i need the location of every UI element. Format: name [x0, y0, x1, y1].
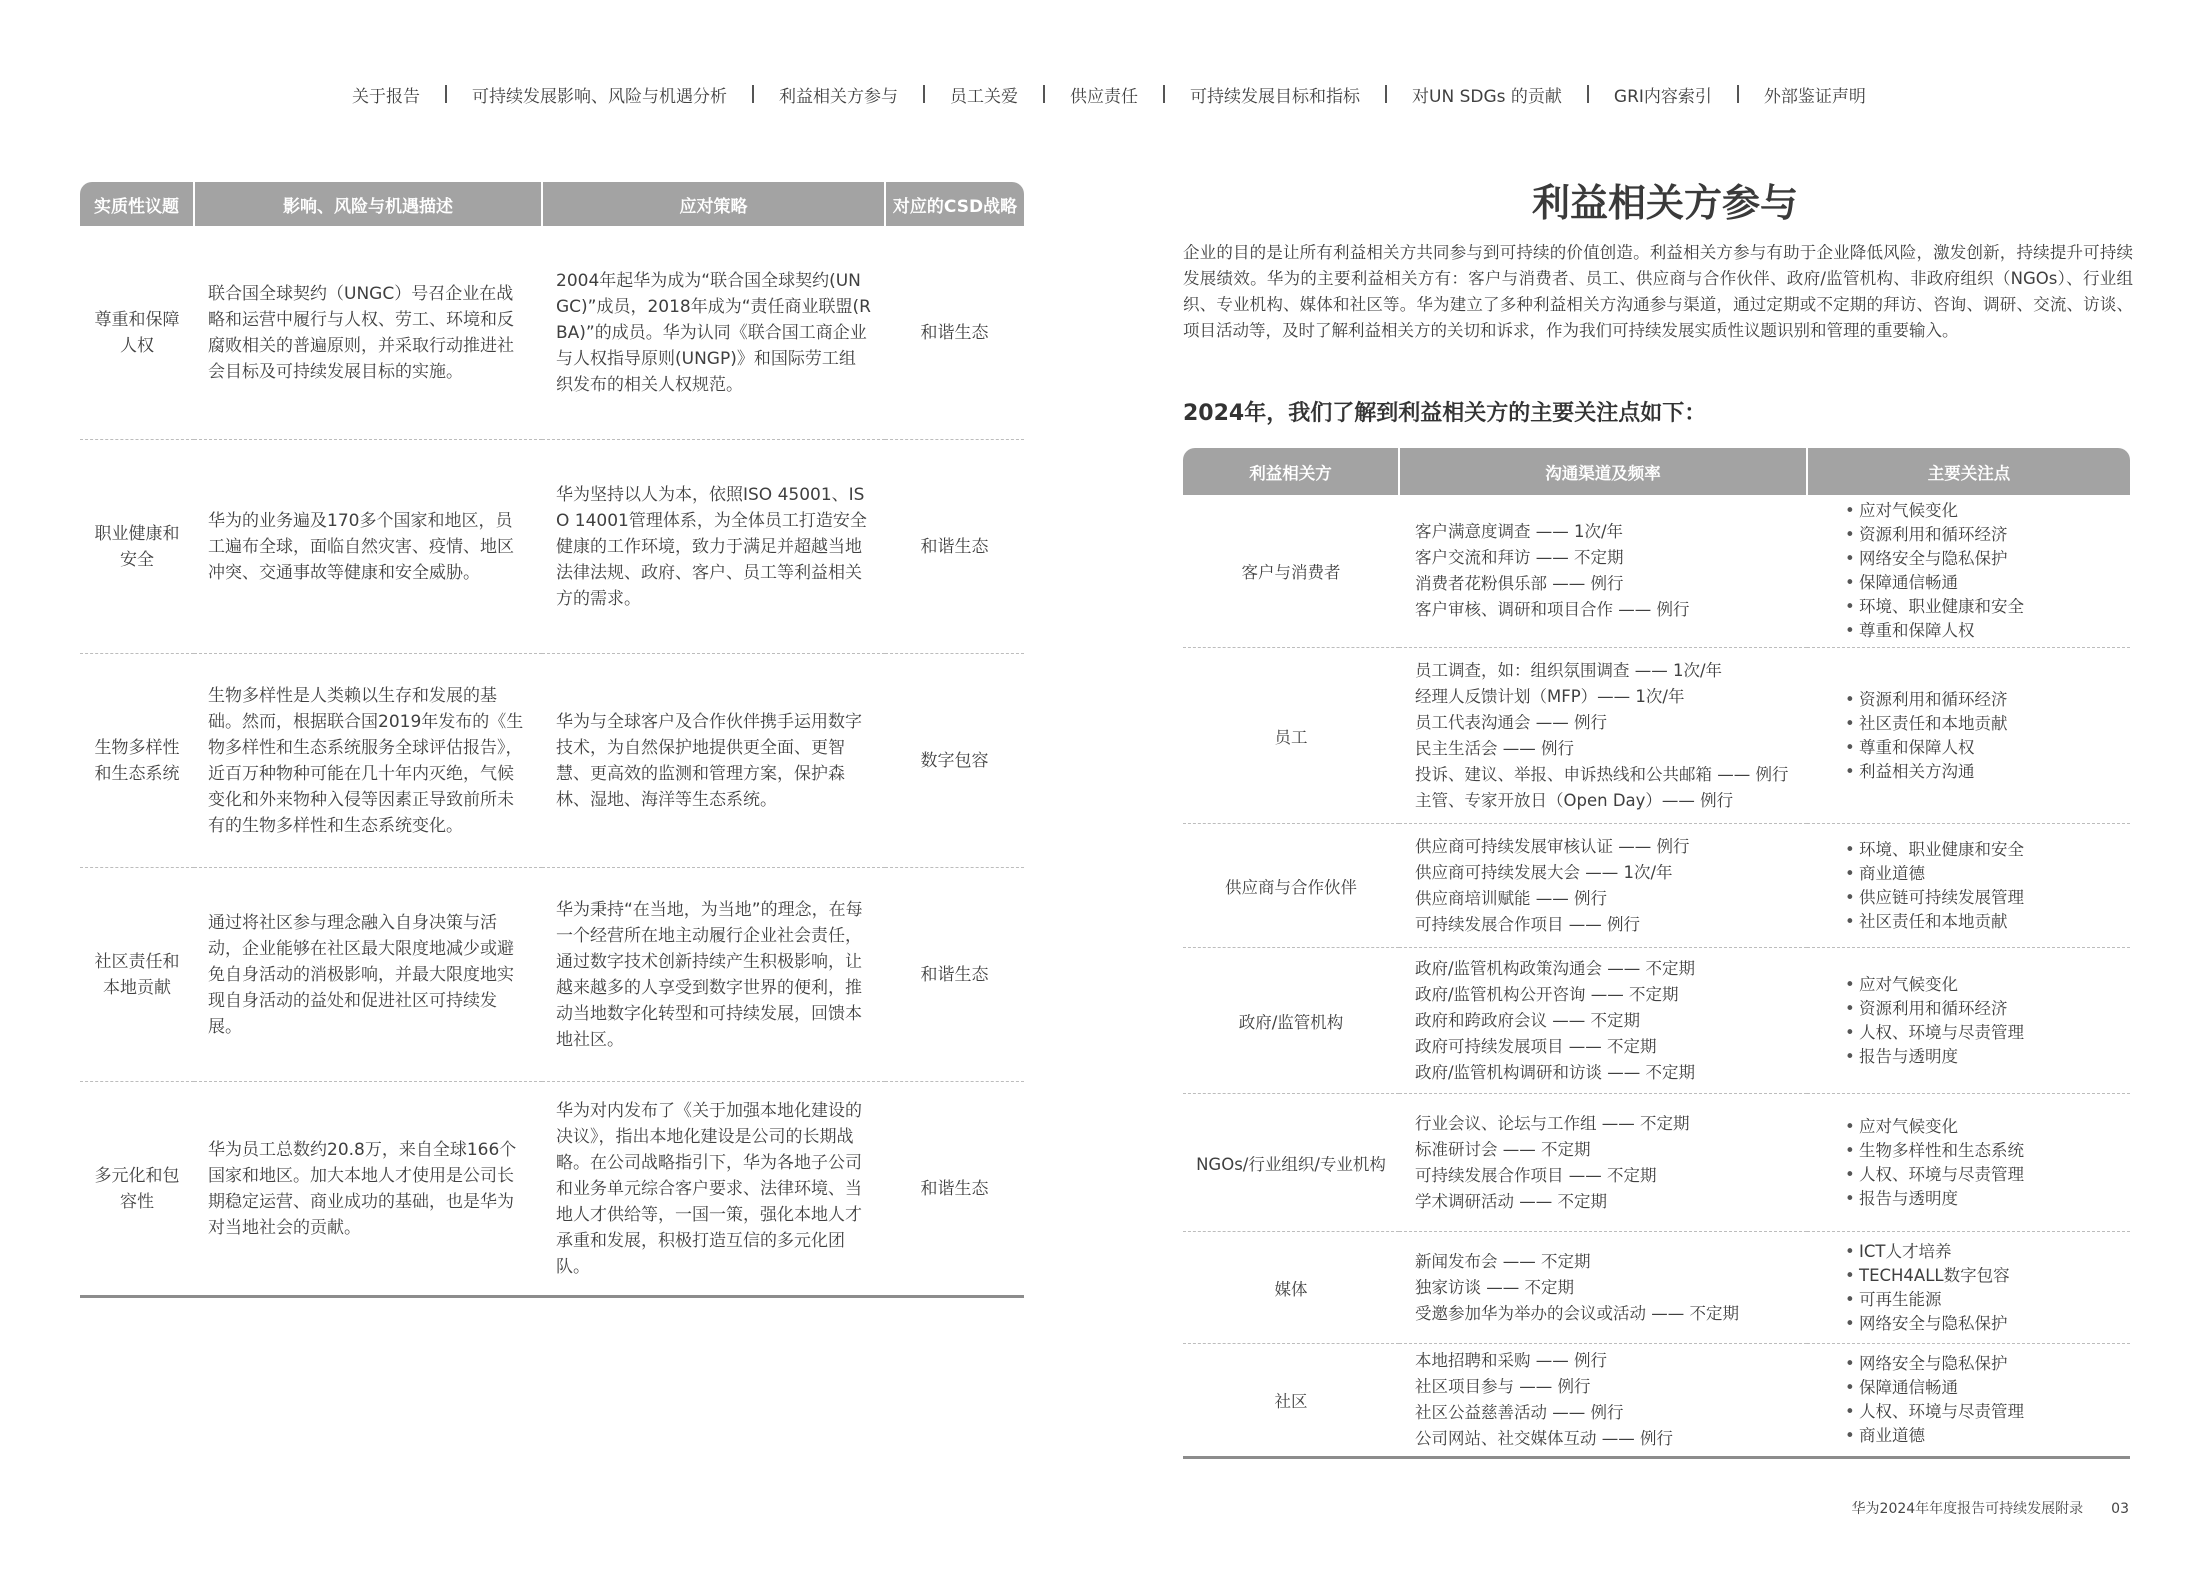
channel-item: 政府/监管机构政策沟通会 —— 不定期	[1415, 958, 1696, 978]
nav-divider	[752, 85, 754, 103]
csd-cell: 和谐生态	[885, 226, 1024, 440]
concerns-cell	[1807, 948, 2130, 1094]
concern-item: • 社区责任和本地贡献	[1859, 712, 2120, 736]
channel-item: 行业会议、论坛与工作组 —— 不定期	[1415, 1113, 1690, 1133]
nav-divider	[1737, 85, 1739, 103]
impact-cell: 华为的业务遍及170多个国家和地区，员工遍布全球，面临自然灾害、疫情、地区冲突、交通事故等健康和安全威胁。	[194, 440, 542, 654]
channels-cell	[1399, 948, 1807, 1094]
concern-item: • 社区责任和本地贡献	[1859, 910, 2120, 934]
impact-cell: 生物多样性是人类赖以生存和发展的基础。然而，根据联合国2019年发布的《生物多样性和生态系统服务全球评估报告》，近百万种物种可能在几十年内灭绝，气候变化和外来物种入侵等因素正导致前所未有的生物多样性和生态系统变化。	[194, 654, 542, 868]
channel-item: 受邀参加华为举办的会议或活动 —— 不定期	[1415, 1303, 1739, 1323]
footer-report-title: 华为2024年年度报告可持续发展附录	[1851, 1501, 2084, 1517]
channel-item: 经理人反馈计划（MFP）—— 1次/年	[1415, 686, 1685, 706]
channel-item: 公司网站、社交媒体互动 —— 例行	[1415, 1429, 1673, 1448]
nav-external-assurance[interactable]: 外部鉴证声明	[1763, 86, 1866, 107]
concern-item: • 资源利用和循环经济	[1859, 997, 2120, 1021]
channels-cell	[1399, 1094, 1807, 1232]
concerns-cell	[1807, 824, 2130, 948]
header-concerns: 主要关注点	[1807, 448, 2130, 495]
stakeholder-cell: 媒体	[1183, 1232, 1399, 1344]
channel-item: 社区公益慈善活动 —— 例行	[1415, 1403, 1624, 1422]
channel-item: 政府和跨政府会议 —— 不定期	[1415, 1010, 1640, 1030]
concerns-list	[1859, 1240, 2120, 1336]
concern-item: • 应对气候变化	[1859, 499, 2120, 523]
table-row	[1183, 948, 2130, 1094]
concern-item: • 资源利用和循环经济	[1859, 688, 2120, 712]
top-nav	[352, 80, 1866, 108]
channel-item: 学术调研活动 —— 不定期	[1415, 1191, 1607, 1211]
table-row	[80, 1082, 1024, 1297]
table-row	[80, 868, 1024, 1082]
channel-item: 本地招聘和采购 —— 例行	[1415, 1351, 1607, 1370]
strategy-cell: 2004年起华为成为“联合国全球契约(UNGC)”成员，2018年成为“责任商业联盟(RBA)”的成员。华为认同《联合国工商企业与人权指导原则(UNGP)》和国际劳工组织发布的相关人权规范。	[542, 226, 885, 440]
concerns-list	[1859, 973, 2120, 1069]
nav-divider	[445, 85, 447, 103]
channels-cell	[1399, 495, 1807, 648]
concerns-cell	[1807, 495, 2130, 648]
nav-divider	[923, 85, 925, 103]
table-row	[1183, 1344, 2130, 1458]
channel-item: 员工代表沟通会 —— 例行	[1415, 712, 1607, 732]
concern-item: • 生物多样性和生态系统	[1859, 1139, 2120, 1163]
channel-item: 民主生活会 —— 例行	[1415, 738, 1574, 758]
channel-item: 政府/监管机构调研和访谈 —— 不定期	[1415, 1062, 1696, 1082]
stakeholder-cell: 客户与消费者	[1183, 495, 1399, 648]
table-row	[80, 440, 1024, 654]
concern-item: • ICT人才培养	[1859, 1240, 2120, 1264]
channel-item: 客户交流和拜访 —— 不定期	[1415, 548, 1624, 567]
concern-item: • TECH4ALL数字包容	[1859, 1264, 2120, 1288]
csd-cell: 数字包容	[885, 654, 1024, 868]
stakeholder-cell: 供应商与合作伙伴	[1183, 824, 1399, 948]
table-row	[1183, 495, 2130, 648]
concern-item: • 环境、职业健康和安全	[1859, 595, 2120, 619]
concern-item: • 供应链可持续发展管理	[1859, 886, 2120, 910]
topic-cell: 社区责任和本地贡献	[80, 868, 194, 1082]
concern-item: • 报告与透明度	[1859, 1187, 2120, 1211]
concern-item: • 可再生能源	[1859, 1288, 2120, 1312]
page-footer	[1852, 1498, 2129, 1518]
concerns-list	[1859, 1352, 2120, 1448]
concern-item: • 保障通信畅通	[1859, 1376, 2120, 1400]
nav-impact-risk-analysis[interactable]: 可持续发展影响、风险与机遇分析	[472, 86, 727, 107]
concern-item: • 网络安全与隐私保护	[1859, 547, 2120, 571]
concern-item: • 人权、环境与尽责管理	[1859, 1400, 2120, 1424]
header-stakeholder: 利益相关方	[1183, 448, 1399, 495]
concern-item: • 人权、环境与尽责管理	[1859, 1163, 2120, 1187]
nav-divider	[1587, 85, 1589, 103]
channel-item: 供应商可持续发展大会 —— 1次/年	[1415, 862, 1673, 882]
table-row	[1183, 824, 2130, 948]
table-row	[1183, 1094, 2130, 1232]
channel-item: 标准研讨会 —— 不定期	[1415, 1139, 1591, 1159]
stakeholder-table	[1183, 448, 2130, 1459]
concern-item: • 尊重和保障人权	[1859, 736, 2120, 760]
nav-un-sdgs[interactable]: 对UN SDGs 的贡献	[1412, 86, 1562, 107]
materiality-table	[80, 182, 1024, 1298]
topic-cell: 尊重和保障人权	[80, 226, 194, 440]
nav-stakeholder-engagement[interactable]: 利益相关方参与	[779, 86, 898, 107]
header-strategy: 应对策略	[542, 182, 885, 226]
concerns-list	[1859, 499, 2120, 643]
channel-item: 供应商培训赋能 —— 例行	[1415, 888, 1607, 908]
concern-item: • 资源利用和循环经济	[1859, 523, 2120, 547]
concern-item: • 应对气候变化	[1859, 973, 2120, 997]
channel-item: 独家访谈 —— 不定期	[1415, 1277, 1574, 1297]
concern-item: • 环境、职业健康和安全	[1859, 838, 2120, 862]
concern-item: • 人权、环境与尽责管理	[1859, 1021, 2120, 1045]
concern-item: • 保障通信畅通	[1859, 571, 2120, 595]
channel-item: 消费者花粉俱乐部 —— 例行	[1415, 574, 1624, 593]
strategy-cell: 华为秉持“在当地，为当地”的理念，在每一个经营所在地主动履行企业社会责任，通过数字技术创新持续产生积极影响，让越来越多的人享受到数字世界的便利，推动当地数字化转型和可持续发展，回馈本地社区。	[542, 868, 885, 1082]
channels-cell	[1399, 648, 1807, 824]
section-intro: 企业的目的是让所有利益相关方共同参与到可持续的价值创造。利益相关方参与有助于企业降低风险，激发创新，持续提升可持续发展绩效。华为的主要利益相关方有：客户与消费者、员工、供应商与合作伙伴、政府/监管机构、非政府组织（NGOs）、行业组织、专业机构、媒体和社区等。华为建立了多种利益相关方沟通参与渠道，通过定期或不定期的拜访、咨询、调研、交流、访谈、项目活动等，及时了解利益相关方的关切和诉求，作为我们可持续发展实质性议题识别和管理的重要输入。	[1183, 243, 2133, 340]
impact-cell: 通过将社区参与理念融入自身决策与活动，企业能够在社区最大限度地减少或避免自身活动的消极影响，并最大限度地实现自身活动的益处和促进社区可持续发展。	[194, 868, 542, 1082]
channels-cell	[1399, 1232, 1807, 1344]
strategy-cell: 华为与全球客户及合作伙伴携手运用数字技术，为自然保护地提供更全面、更智慧、更高效的监测和管理方案，保护森林、湿地、海洋等生态系统。	[542, 654, 885, 868]
section-title: 利益相关方参与	[1531, 181, 1798, 225]
nav-supply-responsibility[interactable]: 供应责任	[1070, 86, 1138, 107]
concern-item: • 商业道德	[1859, 1424, 2120, 1448]
concern-item: • 报告与透明度	[1859, 1045, 2120, 1069]
impact-cell: 华为员工总数约20.8万，来自全球166个国家和地区。加大本地人才使用是公司长期稳定运营、商业成功的基础，也是华为对当地社会的贡献。	[194, 1082, 542, 1297]
nav-about-report[interactable]: 关于报告	[352, 86, 420, 107]
topic-cell: 多元化和包容性	[80, 1082, 194, 1297]
header-impact: 影响、风险与机遇描述	[194, 182, 542, 226]
channel-item: 政府/监管机构公开咨询 —— 不定期	[1415, 984, 1679, 1004]
channel-item: 新闻发布会 —— 不定期	[1415, 1251, 1591, 1271]
table-row	[80, 654, 1024, 868]
nav-divider	[1163, 85, 1165, 103]
nav-gri-index[interactable]: GRI内容索引	[1613, 86, 1712, 107]
concerns-list	[1859, 838, 2120, 934]
channel-item: 主管、专家开放日（Open Day）—— 例行	[1415, 790, 1734, 810]
table-row	[80, 226, 1024, 440]
channel-item: 投诉、建议、举报、申诉热线和公共邮箱 —— 例行	[1415, 764, 1789, 784]
nav-divider	[1043, 85, 1045, 103]
page-number: 03	[2111, 1501, 2129, 1517]
concerns-cell	[1807, 1232, 2130, 1344]
channel-item: 政府可持续发展项目 —— 不定期	[1415, 1036, 1657, 1056]
concern-item: • 网络安全与隐私保护	[1859, 1312, 2120, 1336]
strategy-cell: 华为坚持以人为本，依照ISO 45001、ISO 14001管理体系，为全体员工打造安全健康的工作环境，致力于满足并超越当地法律法规、政府、客户、员工等利益相关方的需求。	[542, 440, 885, 654]
concern-item: • 利益相关方沟通	[1859, 760, 2120, 784]
channels-cell	[1399, 824, 1807, 948]
concern-item: • 尊重和保障人权	[1859, 619, 2120, 643]
concerns-cell	[1807, 1344, 2130, 1458]
concern-item: • 商业道德	[1859, 862, 2120, 886]
concerns-cell	[1807, 1094, 2130, 1232]
stakeholder-cell: 政府/监管机构	[1183, 948, 1399, 1094]
topic-cell: 职业健康和安全	[80, 440, 194, 654]
header-topic: 实质性议题	[80, 182, 194, 226]
concern-item: • 网络安全与隐私保护	[1859, 1352, 2120, 1376]
csd-cell: 和谐生态	[885, 440, 1024, 654]
nav-divider	[1385, 85, 1387, 103]
stakeholder-cell: 员工	[1183, 648, 1399, 824]
channels-cell	[1399, 1344, 1807, 1458]
table-row	[1183, 1232, 2130, 1344]
stakeholder-cell: 社区	[1183, 1344, 1399, 1458]
nav-employee-care[interactable]: 员工关爱	[950, 86, 1018, 107]
concerns-list	[1859, 688, 2120, 784]
csd-cell: 和谐生态	[885, 868, 1024, 1082]
channel-item: 可持续发展合作项目 —— 不定期	[1415, 1165, 1657, 1185]
concern-item: • 应对气候变化	[1859, 1115, 2120, 1139]
topic-cell: 生物多样性和生态系统	[80, 654, 194, 868]
strategy-cell: 华为对内发布了《关于加强本地化建设的决议》，指出本地化建设是公司的长期战略。在公司战略指引下，华为各地子公司和业务单元综合客户要求、法律环境、当地人才供给等，一国一策，强化本地人才承重和发展，积极打造互信的多元化团队。	[542, 1082, 885, 1297]
concerns-list	[1859, 1115, 2120, 1211]
channel-item: 客户审核、调研和项目合作 —— 例行	[1415, 600, 1690, 619]
header-csd: 对应的CSD战略	[885, 182, 1024, 226]
csd-cell: 和谐生态	[885, 1082, 1024, 1297]
impact-cell: 联合国全球契约（UNGC）号召企业在战略和运营中履行与人权、劳工、环境和反腐败相关的普遍原则，并采取行动推进社会目标及可持续发展目标的实施。	[194, 226, 542, 440]
table-row	[1183, 648, 2130, 824]
channel-item: 社区项目参与 —— 例行	[1415, 1377, 1591, 1396]
nav-goals-indicators[interactable]: 可持续发展目标和指标	[1190, 86, 1360, 107]
channel-item: 员工调查，如：组织氛围调查 —— 1次/年	[1415, 660, 1723, 680]
channel-item: 客户满意度调查 —— 1次/年	[1415, 522, 1624, 541]
channel-item: 可持续发展合作项目 —— 例行	[1415, 914, 1640, 934]
header-channels: 沟通渠道及频率	[1399, 448, 1807, 495]
section-subtitle: 2024年，我们了解到利益相关方的主要关注点如下：	[1183, 401, 1707, 426]
concerns-cell	[1807, 648, 2130, 824]
stakeholder-cell: NGOs/行业组织/专业机构	[1183, 1094, 1399, 1232]
channel-item: 供应商可持续发展审核认证 —— 例行	[1415, 836, 1690, 856]
